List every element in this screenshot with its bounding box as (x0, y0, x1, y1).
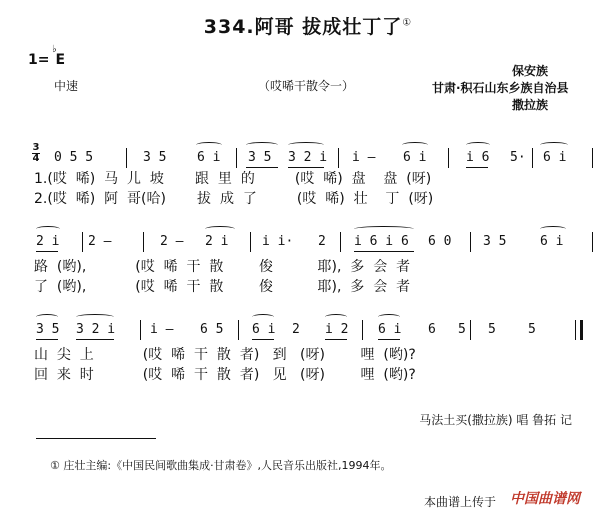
barline (236, 148, 237, 168)
jianpu-notes: 2 i (205, 234, 229, 249)
jianpu-notes: 2 (318, 234, 326, 249)
song-title-text: 334.阿哥 拔成壮丁了 (203, 16, 403, 38)
jianpu-notes: 6 i (378, 322, 402, 337)
key-signature (28, 44, 66, 68)
lyric-line: 山 尖 上 (哎 唏 干 散 者) 到 (呀) 哩 (哟)? (34, 347, 416, 363)
slur-mark (540, 142, 568, 148)
jianpu-notes: 2 (292, 322, 300, 337)
jianpu-notes: 5 (528, 322, 536, 337)
time-sig-top: 3 (32, 142, 40, 153)
slur-mark (354, 226, 414, 232)
jianpu-notes: i — (352, 150, 376, 165)
beam-underline (76, 339, 114, 340)
barline (238, 320, 239, 340)
slur-mark (540, 226, 566, 232)
slur-mark (252, 314, 274, 320)
slur-mark (246, 142, 278, 148)
jianpu-notes: 5 (488, 322, 496, 337)
jianpu-notes: 6 i (403, 150, 427, 165)
title-footnote-mark: ① (402, 17, 413, 29)
jianpu-notes: 6 i (252, 322, 276, 337)
jianpu-notes: i i· (262, 234, 294, 249)
slur-mark (288, 142, 324, 148)
barline (470, 232, 471, 252)
jianpu-notes: 3 2 i (288, 150, 328, 165)
origin-line-2: 甘肃·积石山东乡族自治县 (432, 81, 569, 95)
origin-line-3: 撒拉族 (512, 98, 549, 112)
time-signature (32, 143, 40, 164)
key-note: E (55, 52, 66, 68)
beam-underline (36, 251, 58, 252)
jianpu-notes: 6 i (543, 150, 567, 165)
jianpu-notes: 2 — (88, 234, 112, 249)
slur-mark (466, 142, 490, 148)
beam-underline (378, 339, 400, 340)
jianpu-notes: 6 i (197, 150, 221, 165)
lyric-line: 回 来 时 (哎 唏 干 散 者) 见 (呀) 哩 (哟)? (34, 367, 416, 383)
footnote-text: ① 庄壮主编:《中国民间歌曲集成·甘肃卷》,人民音乐出版社,1994年。 (50, 459, 392, 472)
beam-underline (466, 167, 488, 168)
jianpu-notes: 2 i (36, 234, 60, 249)
site-logo[interactable]: 中国曲谱网 (510, 491, 580, 507)
upload-notice: 本曲谱上传于 (424, 495, 497, 509)
barline (250, 232, 251, 252)
slur-mark (196, 142, 222, 148)
jianpu-notes: i 2 (325, 322, 349, 337)
beam-underline (325, 339, 347, 340)
barline (575, 320, 576, 340)
lyric-line: 2.(哎 唏) 阿 哥(哈) 拔 成 了 (哎 唏) 壮 丁 (呀) (34, 191, 434, 207)
beam-underline (36, 339, 58, 340)
jianpu-notes: 5 (458, 322, 466, 337)
jianpu-notes: i 6 i 6 (354, 234, 409, 249)
jianpu-notes: 3 5 (483, 234, 507, 249)
final-barline (580, 320, 583, 340)
tempo-marking: 中速 (54, 79, 79, 93)
barline (143, 232, 144, 252)
key-label: 1= (28, 52, 50, 68)
slur-mark (325, 314, 347, 320)
slur-mark (402, 142, 428, 148)
jianpu-notes: 5· (510, 150, 526, 165)
jianpu-notes: 0 5 5 (54, 150, 94, 165)
barline (340, 232, 341, 252)
slur-mark (205, 226, 235, 232)
barline (362, 320, 363, 340)
barline (470, 320, 471, 340)
jianpu-notes: 3 5 (248, 150, 272, 165)
time-sig-bottom: 4 (32, 153, 40, 164)
jianpu-notes: 3 2 i (76, 322, 116, 337)
barline (592, 232, 593, 252)
flat-symbol: ♭ (52, 44, 57, 55)
jianpu-notes: 6 (428, 322, 436, 337)
beam-underline (252, 339, 274, 340)
performer-credit: 马法土买(撒拉族) 唱 鲁拓 记 (419, 413, 572, 427)
jianpu-notes: 6 i (540, 234, 564, 249)
barline (532, 148, 533, 168)
slur-mark (36, 226, 60, 232)
lyric-line: 路 (哟), (哎 唏 干 散 俊 耶), 多 会 者 (34, 259, 411, 275)
origin-line-1: 保安族 (512, 64, 549, 78)
barline (82, 232, 83, 252)
jianpu-notes: 6 5 (200, 322, 224, 337)
jianpu-notes: 2 — (160, 234, 184, 249)
barline (338, 148, 339, 168)
jianpu-notes: 6 0 (428, 234, 452, 249)
barline (592, 148, 593, 168)
jianpu-notes: 3 5 (143, 150, 167, 165)
slur-mark (76, 314, 114, 320)
jianpu-notes: i 6 (466, 150, 490, 165)
slur-mark (378, 314, 400, 320)
footnote-divider (36, 438, 156, 439)
barline (448, 148, 449, 168)
jianpu-notes: 3 5 (36, 322, 60, 337)
jianpu-notes: i — (150, 322, 174, 337)
barline (140, 320, 141, 340)
lyric-line: 1.(哎 唏) 马 儿 坡 跟 里 的 (哎 唏) 盘 盘 (呀) (34, 171, 432, 187)
lyric-line: 了 (哟), (哎 唏 干 散 俊 耶), 多 会 者 (34, 279, 411, 295)
beam-underline (354, 251, 414, 252)
slur-mark (36, 314, 58, 320)
song-title (0, 12, 616, 39)
barline (126, 148, 127, 168)
tune-subtitle: （哎唏干散令一） (258, 79, 355, 93)
